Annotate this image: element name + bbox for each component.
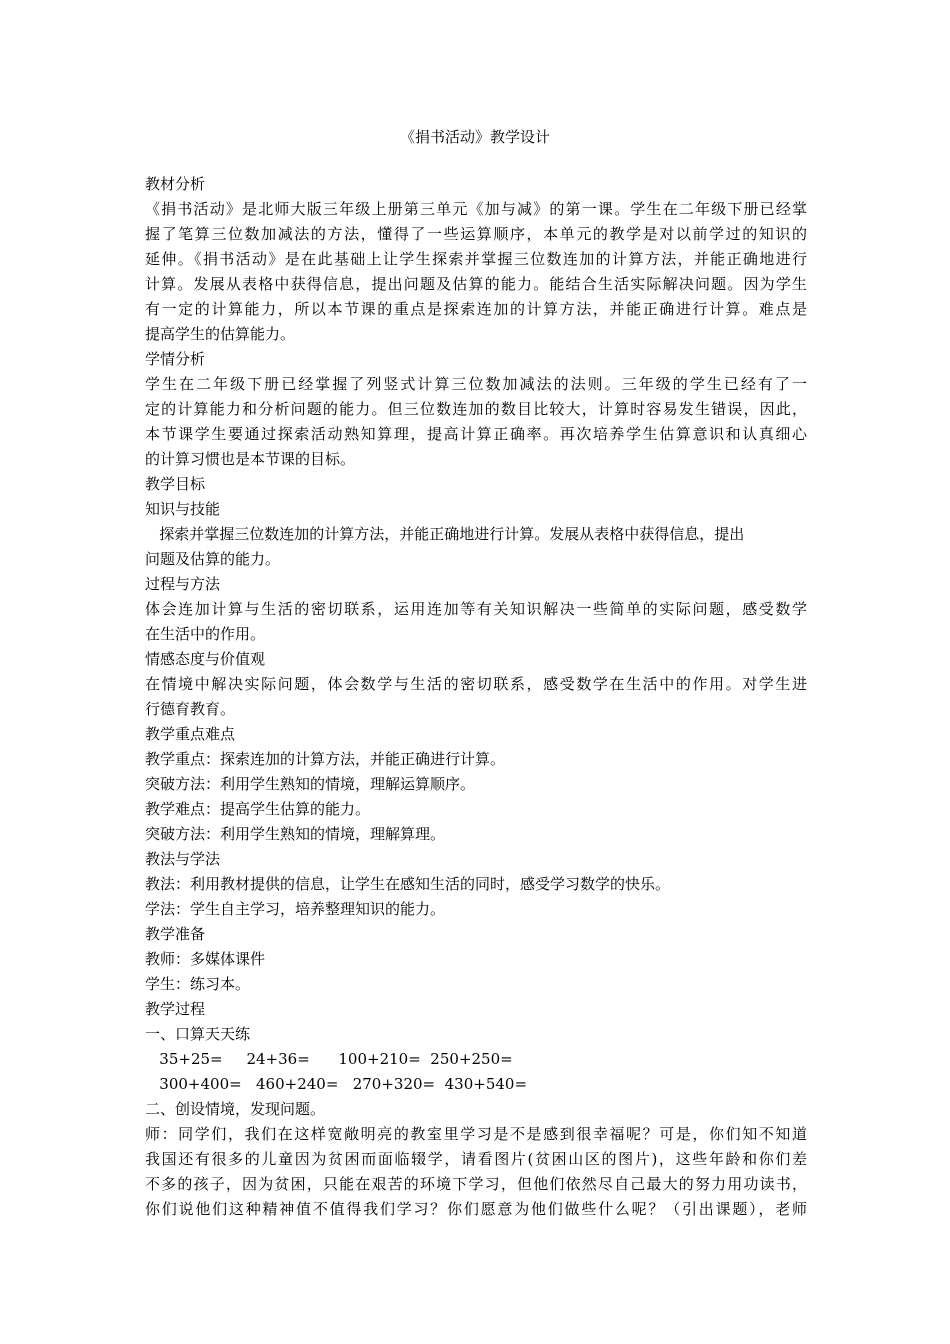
text-line: 35+25= 24+36= 100+210= 250+250=	[145, 1050, 513, 1068]
text-line: 在生活中的作用。	[145, 625, 266, 643]
text-line: 300+400= 460+240= 270+320= 430+540=	[145, 1075, 528, 1093]
text-line: 师：同学们，我们在这样宽敞明亮的教室里学习是不是感到很幸福呢？可是，你们知不知道	[145, 1125, 807, 1143]
document-title: 《捐书活动》教学设计	[399, 128, 550, 146]
text-line: 教材分析	[145, 175, 206, 193]
text-line: 情感态度与价值观	[145, 650, 266, 668]
text-line: 一、口算天天练	[145, 1025, 251, 1043]
text-line: 教学难点：提高学生估算的能力。	[145, 800, 371, 818]
text-line: 教学准备	[145, 925, 206, 943]
text-line: 二、创设情境，发现问题。	[145, 1100, 326, 1118]
text-line: 教法：利用教材提供的信息，让学生在感知生活的同时，感受学习数学的快乐。	[145, 875, 671, 893]
text-line: 教法与学法	[145, 850, 221, 868]
text-line: 提高学生的估算能力。	[145, 325, 296, 343]
text-line: 教学重点：探索连加的计算方法，并能正确进行计算。	[145, 750, 506, 768]
text-line: 在情境中解决实际问题，体会数学与生活的密切联系，感受数学在生活中的作用。对学生进	[145, 675, 807, 693]
text-line: 教学目标	[145, 475, 206, 493]
text-line: 本节课学生要通过探索活动熟知算理，提高计算正确率。再次培养学生估算意识和认真细心	[145, 425, 807, 443]
text-line: 探索并掌握三位数连加的计算方法，并能正确地进行计算。发展从表格中获得信息，提出	[145, 525, 745, 543]
text-line: 突破方法：利用学生熟知的情境，理解运算顺序。	[145, 775, 476, 793]
text-line: 教学过程	[145, 1000, 206, 1018]
document-body	[145, 172, 807, 1222]
text-line: 学法：学生自主学习，培养整理知识的能力。	[145, 900, 446, 918]
text-line: 握了笔算三位数加减法的方法，懂得了一些运算顺序，本单元的教学是对以前学过的知识的	[145, 225, 807, 243]
text-line: 你们说他们这种精神值不值得我们学习？你们愿意为他们做些什么呢？（引出课题），老师	[145, 1200, 807, 1218]
text-line: 定的计算能力和分析问题的能力。但三位数连加的数目比较大，计算时容易发生错误，因此，	[145, 400, 807, 418]
text-line: 突破方法：利用学生熟知的情境，理解算理。	[145, 825, 446, 843]
text-line: 《捐书活动》是北师大版三年级上册第三单元《加与减》的第一课。学生在二年级下册已经掌	[145, 200, 807, 218]
text-line: 教学重点难点	[145, 725, 236, 743]
text-line: 学情分析	[145, 350, 206, 368]
text-line: 知识与技能	[145, 500, 221, 518]
text-line: 我国还有很多的儿童因为贫困而面临辍学，请看图片(贫困山区的图片)，这些年龄和你们差	[145, 1150, 807, 1168]
text-line: 有一定的计算能力，所以本节课的重点是探索连加的计算方法，并能正确进行计算。难点是	[145, 300, 807, 318]
text-line: 教师：多媒体课件	[145, 950, 266, 968]
text-line: 行德育教育。	[145, 700, 236, 718]
text-line: 学生：练习本。	[145, 975, 251, 993]
text-line: 过程与方法	[145, 575, 221, 593]
text-line: 延伸。《捐书活动》是在此基础上让学生探索并掌握三位数连加的计算方法，并能正确地进行	[145, 250, 807, 268]
text-line: 体会连加计算与生活的密切联系，运用连加等有关知识解决一些简单的实际问题，感受数学	[145, 600, 807, 618]
text-line: 问题及估算的能力。	[145, 550, 281, 568]
text-line: 不多的孩子，因为贫困，只能在艰苦的环境下学习，但他们依然尽自己最大的努力用功读书，	[145, 1175, 807, 1193]
text-line: 计算。发展从表格中获得信息，提出问题及估算的能力。能结合生活实际解决问题。因为学生	[145, 275, 807, 293]
text-line: 的计算习惯也是本节课的目标。	[145, 450, 356, 468]
text-line: 学生在二年级下册已经掌握了列竖式计算三位数加减法的法则。三年级的学生已经有了一	[145, 375, 807, 393]
